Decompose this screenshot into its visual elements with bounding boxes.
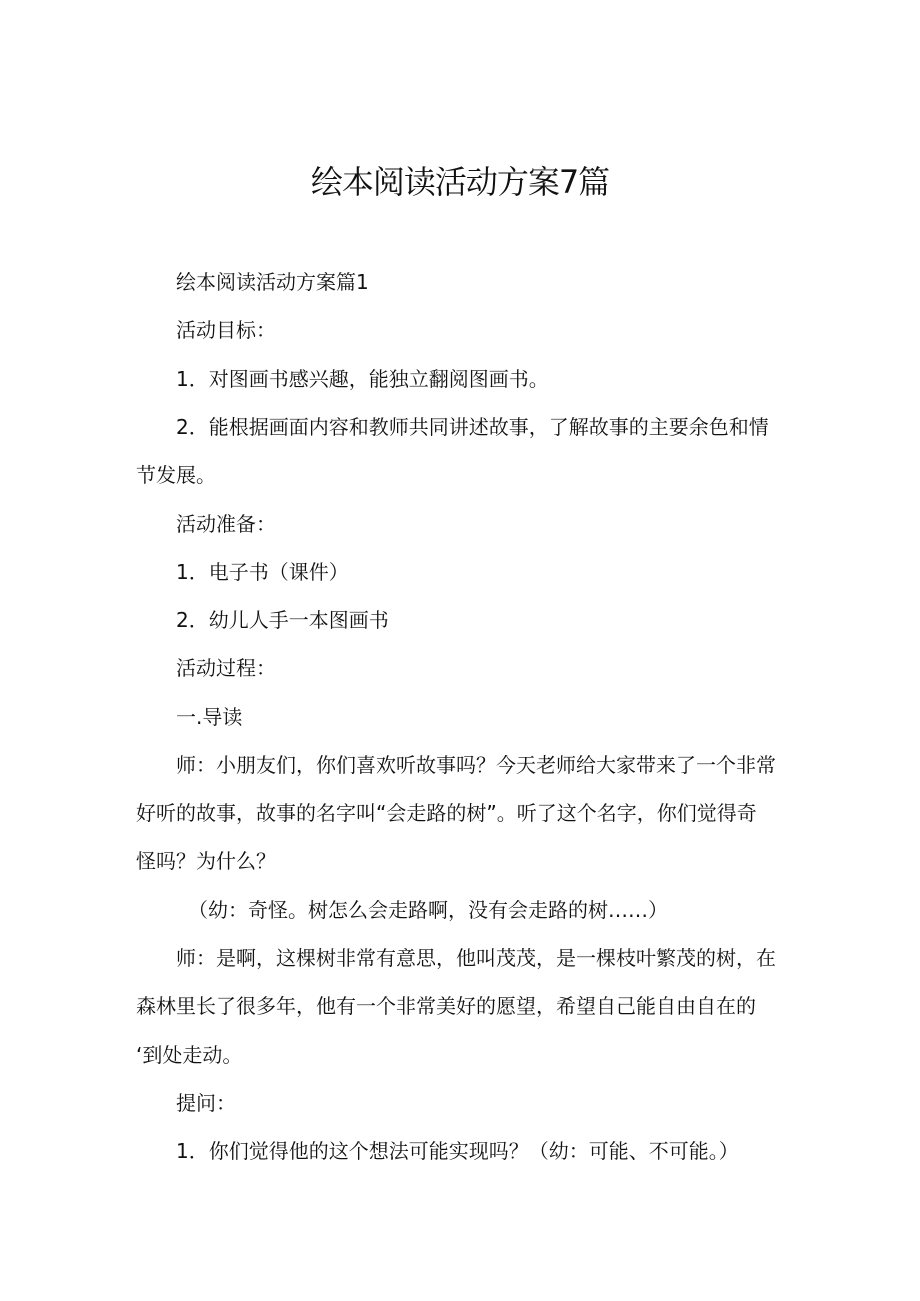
paragraph-line: 节发展。 — [136, 463, 216, 487]
paragraph-line: 1．电子书（课件） — [176, 560, 349, 584]
paragraph-line: 2．幼儿人手一本图画书 — [176, 608, 389, 632]
paragraph-line: 活动目标： — [176, 318, 276, 342]
paragraph-line: 2．能根据画面内容和教师共同讲述故事，了解故事的主要余色和情 — [176, 415, 769, 439]
paragraph-line: （幼：奇怪。树怎么会走路啊，没有会走路的树……） — [188, 898, 668, 922]
paragraph-line: ‘到处走动。 — [136, 1043, 243, 1067]
paragraph-line: 好听的故事，故事的名字叫“会走路的树”。听了这个名字，你们觉得奇 — [136, 801, 757, 825]
paragraph-line: 活动准备： — [176, 512, 276, 536]
paragraph-line: 活动过程： — [176, 656, 276, 680]
paragraph-line: 怪吗？为什么？ — [136, 849, 276, 873]
paragraph-line: 一.导读 — [176, 705, 243, 729]
paragraph-line: 森林里长了很多年，他有一个非常美好的愿望，希望自己能自由自在的 — [136, 994, 756, 1018]
paragraph-line: 1．对图画书感兴趣，能独立翻阅图画书。 — [176, 367, 549, 391]
paragraph-line: 提问： — [176, 1091, 236, 1115]
document-title: 绘本阅读活动方案7篇 — [310, 163, 610, 201]
paragraph-line: 师：小朋友们，你们喜欢听故事吗？今天老师给大家带来了一个非常 — [176, 753, 776, 777]
paragraph-line: 师：是啊，这棵树非常有意思，他叫茂茂，是一棵枝叶繁茂的树，在 — [176, 946, 776, 970]
section-heading: 绘本阅读活动方案篇1 — [176, 270, 369, 294]
paragraph-line: 1．你们觉得他的这个想法可能实现吗？（幼：可能、不可能。） — [176, 1139, 739, 1163]
